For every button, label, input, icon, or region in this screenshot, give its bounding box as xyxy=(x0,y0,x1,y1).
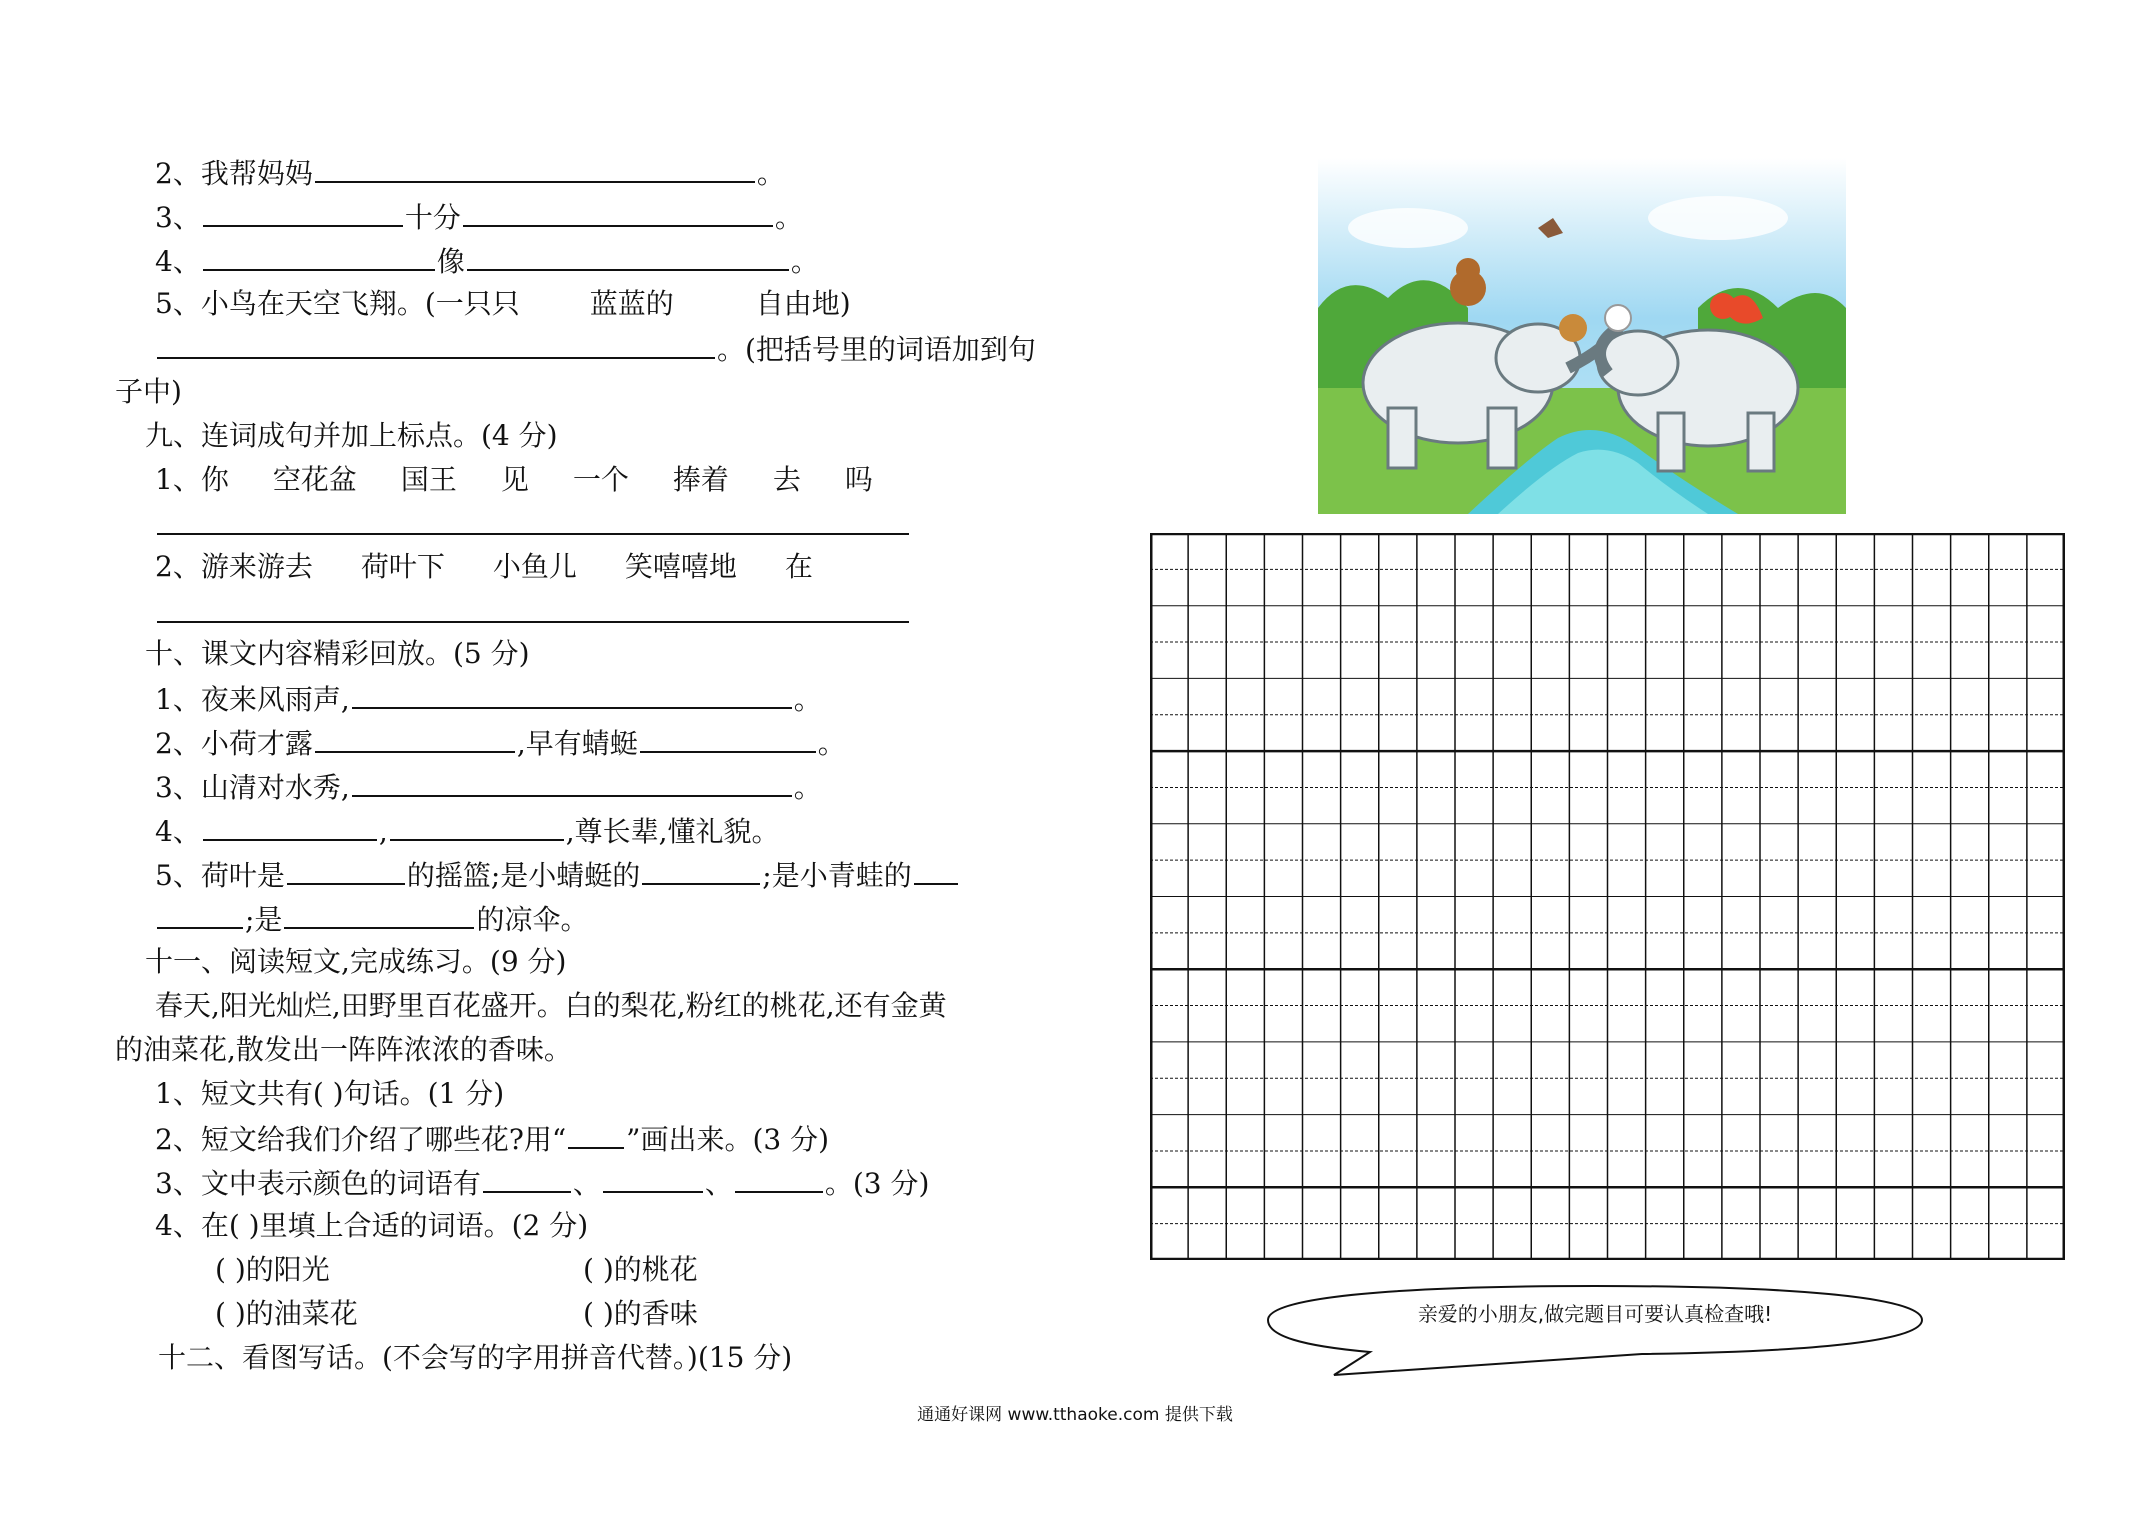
elephants-scene-image xyxy=(1318,158,1846,514)
answer-blank[interactable] xyxy=(203,241,435,271)
answer-blank[interactable] xyxy=(284,899,474,929)
q10-4: 4、 , ,尊长辈,懂礼貌。 xyxy=(155,811,780,851)
answer-blank[interactable] xyxy=(315,153,755,183)
answer-line[interactable] xyxy=(157,621,909,623)
answer-blank[interactable] xyxy=(203,197,403,227)
answer-blank[interactable] xyxy=(352,679,792,709)
picture-illustration xyxy=(1318,158,1846,514)
passage-line: 的油菜花,散发出一阵阵浓浓的香味。 xyxy=(115,1033,572,1066)
answer-line[interactable] xyxy=(157,533,909,535)
q10-2: 2、小荷才露 ,早有蜻蜓 。 xyxy=(155,723,846,763)
answer-blank[interactable] xyxy=(157,899,243,929)
q8-5-answer: 。(把括号里的词语加到句 xyxy=(155,329,1036,369)
reminder-text: 亲爱的小朋友,做完题目可要认真检查哦! xyxy=(1417,1302,1773,1326)
q8-3: 3、 十分 。 xyxy=(155,197,803,237)
answer-blank[interactable] xyxy=(467,241,789,271)
passage-line: 春天,阳光灿烂,田野里百花盛开。白的梨花,粉红的桃花,还有金黄 xyxy=(155,989,947,1022)
q11-1: 1、短文共有( )句话。(1 分) xyxy=(155,1077,505,1110)
q11-2: 2、短文给我们介绍了哪些花?用“ ”画出来。(3 分) xyxy=(155,1119,829,1159)
answer-blank[interactable] xyxy=(642,855,760,885)
q10-1: 1、夜来风雨声, 。 xyxy=(155,679,822,719)
q8-5: 5、小鸟在天空飞翔。(一只只 蓝蓝的 自由地) xyxy=(155,287,851,320)
answer-blank[interactable] xyxy=(640,723,816,753)
answer-blank[interactable] xyxy=(483,1163,571,1193)
q10-5: 5、荷叶是 的摇篮;是小蜻蜓的 ;是小青蛙的 xyxy=(155,855,960,895)
section12-heading: 十二、看图写话。(不会写的字用拼音代替。)(15 分) xyxy=(158,1341,793,1374)
q11-4-item[interactable]: ( )的香味 xyxy=(583,1297,698,1330)
section10-heading: 十、课文内容精彩回放。(5 分) xyxy=(145,637,530,670)
q8-4: 4、 像 。 xyxy=(155,241,819,281)
answer-blank[interactable] xyxy=(315,723,515,753)
section11-heading: 十一、阅读短文,完成练习。(9 分) xyxy=(145,945,567,978)
speech-bubble xyxy=(1262,1280,1928,1376)
underline-sample xyxy=(568,1119,624,1149)
answer-blank[interactable] xyxy=(463,197,773,227)
q8-2: 2、我帮妈妈 。 xyxy=(155,153,785,193)
q11-4-item[interactable]: ( )的阳光 xyxy=(215,1253,330,1286)
answer-blank[interactable] xyxy=(287,855,405,885)
answer-blank[interactable] xyxy=(203,811,377,841)
answer-blank[interactable] xyxy=(735,1163,823,1193)
answer-blank[interactable] xyxy=(914,855,958,885)
answer-blank[interactable] xyxy=(603,1163,703,1193)
q11-4: 4、在( )里填上合适的词语。(2 分) xyxy=(155,1209,589,1242)
answer-blank[interactable] xyxy=(157,329,715,359)
q10-3: 3、山清对水秀, 。 xyxy=(155,767,822,807)
answer-blank[interactable] xyxy=(352,767,792,797)
answer-blank[interactable] xyxy=(390,811,564,841)
q9-1: 1、你 空花盆 国王 见 一个 捧着 去 吗 xyxy=(155,463,873,496)
writing-grid[interactable] xyxy=(1150,533,2065,1260)
q11-4-item[interactable]: ( )的桃花 xyxy=(583,1253,698,1286)
q10-5-cont: ;是 的凉伞。 xyxy=(155,899,588,939)
q11-3: 3、文中表示颜色的词语有 、 、 。(3 分) xyxy=(155,1163,929,1203)
q8-5-instruction-cont: 子中) xyxy=(115,375,182,408)
page-footer: 通通好课网 www.tthaoke.com 提供下载 xyxy=(917,1405,1233,1425)
q11-4-item[interactable]: ( )的油菜花 xyxy=(215,1297,358,1330)
q9-2: 2、游来游去 荷叶下 小鱼儿 笑嘻嘻地 在 xyxy=(155,550,813,583)
section9-heading: 九、连词成句并加上标点。(4 分) xyxy=(145,419,558,452)
